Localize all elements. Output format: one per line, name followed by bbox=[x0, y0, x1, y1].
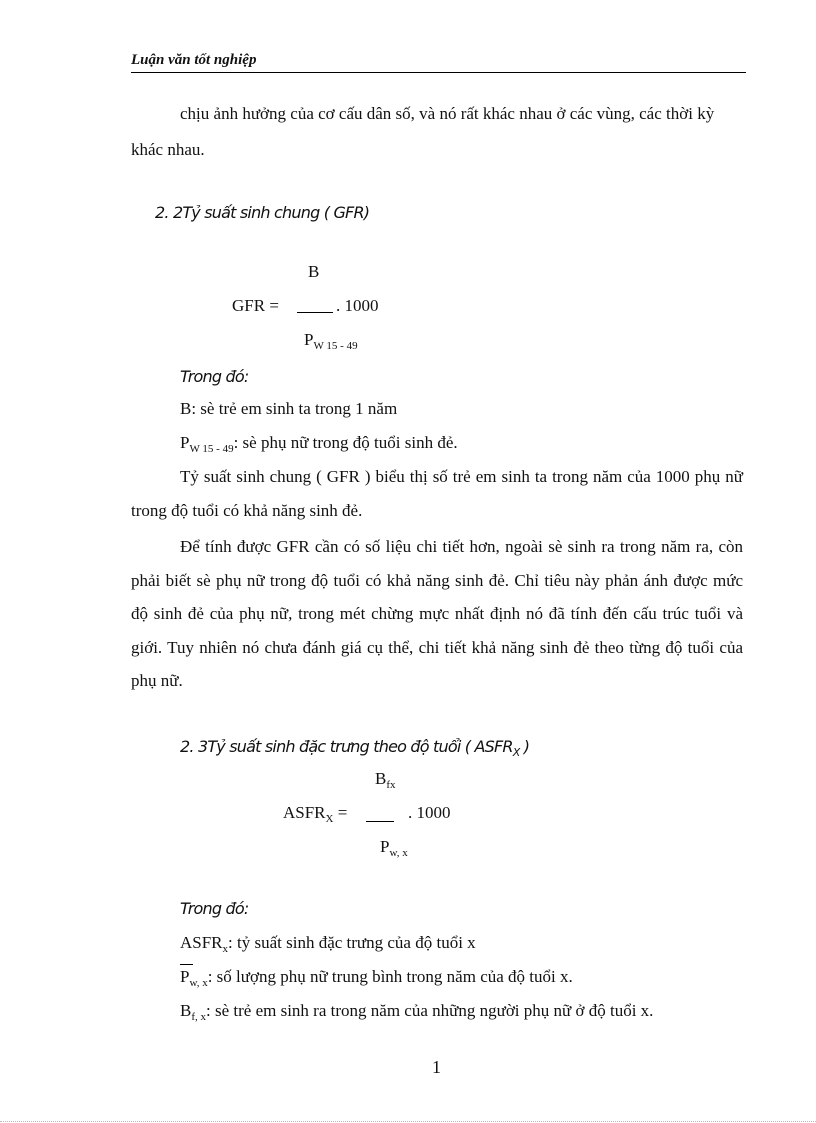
page-edge-dotted-line bbox=[0, 1121, 816, 1122]
gfr-fraction-bar bbox=[297, 312, 333, 313]
asfr-numerator-sub: fx bbox=[386, 779, 396, 791]
gfr-def-p-symbol: P bbox=[180, 433, 190, 452]
gfr-paragraph-2-text: Để tính được GFR cần có số liệu chi tiết hơn, ngoài sè sinh ra trong năm ra, còn phải biết sè phụ nữ trong độ tuổi có khả năng sinh đẻ. Chỉ tiêu này phản ánh được mức độ sinh đẻ của phụ nữ, trong mét chừng mực nhất định nó đã tính đến cấu trúc tuổi và giới. Tuy nhiên nó chưa đánh giá cụ thể, chi tiết khả năng sinh đẻ theo từng độ tuổi của phụ nữ. bbox=[131, 537, 743, 690]
asfr-numerator bbox=[375, 769, 396, 791]
gfr-lhs: GFR = bbox=[232, 296, 279, 315]
asfr-def-2-symbol: P bbox=[180, 967, 190, 986]
section-heading-gfr: 2. 2Tỷ suất sinh chung ( GFR) bbox=[155, 203, 370, 222]
page-number: 1 bbox=[432, 1057, 441, 1077]
running-header: Luận văn tốt nghiệp bbox=[131, 52, 257, 68]
asfr-where-label: Trong đó: bbox=[180, 899, 249, 918]
asfr-def-1-sub: x bbox=[222, 943, 229, 955]
asfr-def-3-sub: f, x bbox=[191, 1011, 207, 1023]
asfr-def-3 bbox=[180, 1001, 654, 1023]
gfr-denominator-sub: W 15 - 49 bbox=[313, 340, 358, 352]
gfr-paragraph-1-text: Tỷ suất sinh chung ( GFR ) biểu thị số trẻ em sinh ta trong năm của 1000 phụ nữ trong độ tuổi có khả năng sinh đẻ. bbox=[131, 467, 743, 520]
asfr-def-2-overline bbox=[180, 964, 193, 965]
asfr-def-1 bbox=[180, 933, 476, 955]
gfr-times: . 1000 bbox=[336, 296, 379, 315]
asfr-denominator bbox=[380, 837, 408, 859]
intro-line-1: chịu ảnh hưởng của cơ cấu dân số, và nó rất khác nhau ở các vùng, các thời kỳ bbox=[180, 104, 715, 123]
asfr-def-1-text: : tỷ suất sinh đặc trưng của độ tuổi x bbox=[228, 933, 476, 952]
gfr-def-p-text: : sè phụ nữ trong độ tuổi sinh đẻ. bbox=[233, 433, 458, 452]
asfr-def-3-text: : sè trẻ em sinh ra trong năm của những người phụ nữ ở độ tuổi x. bbox=[206, 1001, 654, 1020]
asfr-def-1-symbol: ASFR bbox=[180, 933, 223, 952]
asfr-def-2-sub: w, x bbox=[189, 977, 208, 989]
asfr-def-2-text: : số lượng phụ nữ trung bình trong năm của độ tuổi x. bbox=[207, 967, 573, 986]
intro-line-2: khác nhau. bbox=[131, 140, 205, 159]
asfr-lhs-symbol: ASFR bbox=[283, 803, 326, 822]
asfr-denominator-symbol: P bbox=[380, 837, 390, 856]
section-heading-asfr bbox=[180, 737, 530, 759]
gfr-def-p-sub: W 15 - 49 bbox=[189, 443, 234, 455]
asfr-heading-end: ) bbox=[519, 737, 530, 756]
asfr-def-3-symbol: B bbox=[180, 1001, 192, 1020]
asfr-lhs-eq: = bbox=[333, 803, 348, 822]
asfr-heading-sub: X bbox=[512, 746, 520, 759]
asfr-fraction-bar bbox=[366, 821, 394, 822]
gfr-denominator bbox=[304, 330, 358, 352]
asfr-lhs bbox=[283, 803, 348, 825]
gfr-def-p bbox=[180, 433, 458, 455]
asfr-numerator-symbol: B bbox=[375, 769, 387, 788]
gfr-paragraph-2 bbox=[131, 530, 743, 698]
asfr-def-2 bbox=[180, 967, 573, 989]
asfr-denominator-sub: w, x bbox=[389, 847, 408, 859]
gfr-denominator-symbol: P bbox=[304, 330, 314, 349]
asfr-heading-text: 2. 3Tỷ suất sinh đặc trưng theo độ tuổi ( ASFR bbox=[180, 737, 513, 756]
header-rule bbox=[131, 72, 746, 73]
asfr-lhs-sub: X bbox=[325, 813, 334, 825]
gfr-where-label: Trong đó: bbox=[180, 367, 249, 386]
gfr-paragraph-1 bbox=[131, 460, 743, 527]
asfr-times: . 1000 bbox=[408, 803, 451, 822]
gfr-numerator: B bbox=[308, 262, 320, 281]
gfr-def-b: B: sè trẻ em sinh ta trong 1 năm bbox=[180, 399, 398, 418]
